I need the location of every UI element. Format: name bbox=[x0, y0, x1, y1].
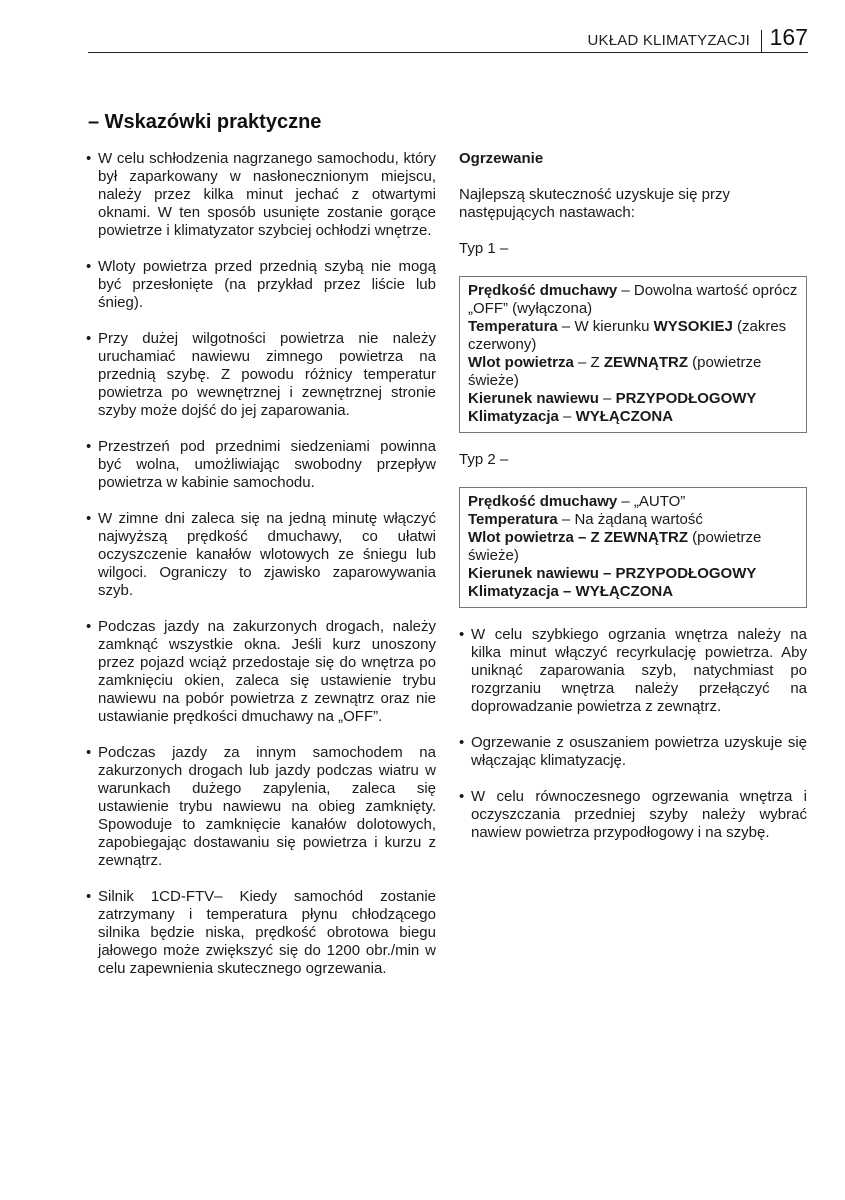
temperature-line bbox=[468, 511, 798, 529]
section-heading: Ogrzewanie bbox=[459, 150, 544, 167]
fan-speed-value: – „AUTO” bbox=[617, 493, 686, 510]
bullet-icon: • bbox=[459, 626, 465, 643]
bullet-icon: • bbox=[459, 734, 465, 751]
air-inlet-separator: – Z bbox=[573, 354, 604, 371]
right-column bbox=[459, 150, 807, 860]
list-item bbox=[459, 626, 807, 716]
list-item-text: Silnik 1CD-FTV– Kiedy samochód zostanie zatrzymany i temperatura płynu chłodzącego silnika będzie niska, prędkość obrotowa biegu jałowego może zwiększyć się do 1200 obr./min w celu zapewnienia skutecznego ogrzewania. bbox=[98, 888, 436, 977]
temperature-value: – Na żądaną wartość bbox=[557, 511, 703, 528]
list-item-text: Ogrzewanie z osuszaniem powietrza uzyskuje się włączając klimatyzację. bbox=[471, 734, 807, 769]
left-column bbox=[86, 150, 436, 996]
intro-paragraph: Najlepszą skuteczność uzyskuje się przy następujących nastawach: bbox=[459, 186, 730, 221]
list-item bbox=[86, 438, 436, 492]
page-title: – Wskazówki praktyczne bbox=[88, 111, 322, 133]
air-inlet-label: Wlot powietrza bbox=[468, 354, 574, 371]
airflow-line bbox=[468, 390, 798, 408]
type1-label: Typ 1 – bbox=[459, 240, 509, 257]
bullet-icon: • bbox=[459, 788, 465, 805]
temperature-value: WYSOKIEJ bbox=[653, 318, 733, 335]
list-item bbox=[86, 618, 436, 726]
airflow-separator: – bbox=[598, 390, 616, 407]
list-item-text: W zimne dni zaleca się na jedną minutę włączyć najwyższą prędkość dmuchawy, co ułatwi oczyszczenie kanałów wlotowych ze śniegu lub wilgoci. Ograniczy to zjawisko zaparowywania szyb. bbox=[98, 510, 436, 599]
bullet-icon: • bbox=[86, 438, 92, 455]
type2-label: Typ 2 – bbox=[459, 451, 509, 468]
list-item-text: Podczas jazdy na zakurzonych drogach, należy zamknąć wszystkie okna. Jeśli kurz unoszony przez pojazd wciąż przedostaje się do wnętrza po zamknięciu okien, zaleca się ustawienie trybu nawiewu na pobór powietrza z zewnątrz oraz nie ustawianie prędkości dmuchawy na „OFF”. bbox=[98, 618, 436, 725]
list-item-text: Przy dużej wilgotności powietrza nie należy uruchamiać nawiewu zimnego powietrza na przednią szybę. Z powodu różnicy temperatur powietrza po wewnętrznej i zewnętrznej stronie szyby może dojść do jej zaparowania. bbox=[98, 330, 436, 419]
airflow-value: PRZYPODŁOGOWY bbox=[615, 390, 757, 407]
fan-speed-line bbox=[468, 493, 798, 511]
settings-box-type2 bbox=[459, 487, 807, 608]
bullet-icon: • bbox=[86, 150, 92, 167]
airflow-setting: Kierunek nawiewu – PRZYPODŁOGOWY bbox=[468, 565, 757, 582]
bullet-icon: • bbox=[86, 510, 92, 527]
list-item-text: Przestrzeń pod przednimi siedzeniami powinna być wolna, umożliwiając swobodny przepływ powietrza w kabinie samochodu. bbox=[98, 438, 436, 491]
air-inlet-line bbox=[468, 529, 798, 565]
list-item-text: W celu schłodzenia nagrzanego samochodu, który był zaparkowany w nasłonecznionym miejscu, należy przez kilka minut jechać z otwartymi oknami. W ten sposób usunięte zostanie gorące powietrze i klimatyzator szybciej ochłodzi wnętrze. bbox=[98, 150, 436, 239]
page-header bbox=[88, 24, 808, 53]
bullet-icon: • bbox=[86, 618, 92, 635]
settings-box-type1 bbox=[459, 276, 807, 433]
fan-speed-value: – Dowolna wartość oprócz „OFF” (wyłączona) bbox=[468, 282, 798, 317]
temperature-note: (zakres czerwony) bbox=[468, 318, 787, 353]
airflow-label: Kierunek nawiewu bbox=[468, 390, 599, 407]
list-item-text: W celu szybkiego ogrzania wnętrza należy na kilka minut włączyć recyrkulację powietrza. Aby uniknąć zaparowania szyb, natychmiast po rozgrzaniu wnętrza należy przełączyć na doprowadzanie powietrza z zewnątrz. bbox=[471, 626, 807, 715]
list-item bbox=[86, 150, 436, 240]
air-inlet-setting: Wlot powietrza – Z ZEWNĄTRZ bbox=[468, 529, 688, 546]
ac-separator: – bbox=[558, 408, 576, 425]
fan-speed-label: Prędkość dmuchawy bbox=[468, 493, 618, 510]
list-item-text: Wloty powietrza przed przednią szybą nie mogą być przesłonięte (na przykład przez liście lub śnieg). bbox=[98, 258, 436, 311]
temperature-separator: – W kierunku bbox=[557, 318, 654, 335]
temperature-line bbox=[468, 318, 798, 354]
list-item bbox=[86, 258, 436, 312]
list-item bbox=[459, 734, 807, 770]
ac-label: Klimatyzacja bbox=[468, 408, 559, 425]
list-item bbox=[459, 788, 807, 842]
section-title: UKŁAD KLIMATYZACJI bbox=[587, 32, 750, 49]
ac-value: WYŁĄCZONA bbox=[575, 408, 674, 425]
ac-line bbox=[468, 408, 798, 426]
fan-speed-label: Prędkość dmuchawy bbox=[468, 282, 618, 299]
list-item bbox=[86, 510, 436, 600]
temperature-label: Temperatura bbox=[468, 511, 558, 528]
header-divider bbox=[761, 30, 762, 52]
page-number: 167 bbox=[769, 24, 808, 50]
bullet-icon: • bbox=[86, 330, 92, 347]
list-item-text: W celu równoczesnego ogrzewania wnętrza i oczyszczania przedniej szyby należy wybrać nawiew powietrza przypodłogowy i na szybę. bbox=[471, 788, 807, 841]
air-inlet-line bbox=[468, 354, 798, 390]
air-inlet-value: ZEWNĄTRZ bbox=[603, 354, 688, 371]
list-item bbox=[86, 330, 436, 420]
list-item-text: Podczas jazdy za innym samochodem na zakurzonych drogach lub jazdy podczas wiatru w warunkach dużego zapylenia, zaleca się ustawienie trybu nawiewu na obieg zamknięty. Spowoduje to zamknięcie kanałów dolotowych, zapobiegając dostawaniu się powietrza i kurzu z zewnątrz. bbox=[98, 744, 436, 869]
list-item bbox=[86, 744, 436, 870]
bullet-icon: • bbox=[86, 888, 92, 905]
bullet-icon: • bbox=[86, 258, 92, 275]
list-item bbox=[86, 888, 436, 978]
ac-setting: Klimatyzacja – WYŁĄCZONA bbox=[468, 583, 674, 600]
temperature-label: Temperatura bbox=[468, 318, 558, 335]
fan-speed-line bbox=[468, 282, 798, 318]
air-inlet-note: (powietrze świeże) bbox=[468, 354, 762, 389]
bullet-icon: • bbox=[86, 744, 92, 761]
air-inlet-note: (powietrze świeże) bbox=[468, 529, 762, 564]
